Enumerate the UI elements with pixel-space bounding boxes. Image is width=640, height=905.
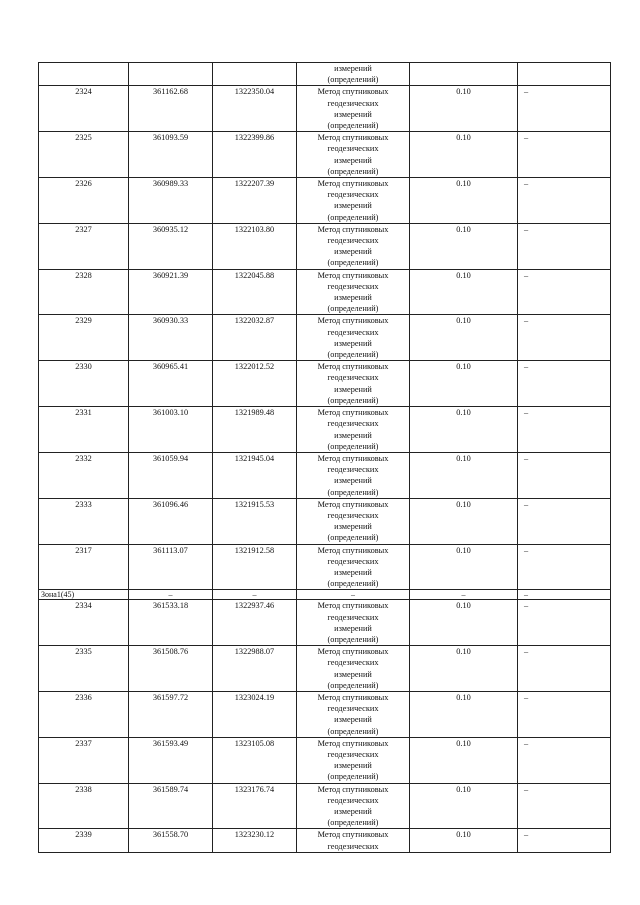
x-coordinate-cell: 360930.33 bbox=[129, 315, 213, 361]
method-line: (определений) bbox=[327, 579, 379, 589]
note-cell: – bbox=[518, 315, 611, 361]
method-line: (определений) bbox=[327, 212, 379, 222]
accuracy-cell: 0.10 bbox=[410, 269, 518, 315]
method-line: Метод спутниковых bbox=[317, 647, 389, 657]
method-line: геодезических bbox=[327, 841, 379, 851]
note-cell: – bbox=[518, 498, 611, 544]
note-cell: – bbox=[518, 269, 611, 315]
accuracy-cell: 0.10 bbox=[410, 544, 518, 590]
point-number-cell: 2328 bbox=[39, 269, 129, 315]
point-number-cell: 2332 bbox=[39, 452, 129, 498]
method-line: Метод спутниковых bbox=[317, 87, 389, 97]
y-coordinate-cell: 1322207.39 bbox=[213, 178, 297, 224]
method-line: Метод спутниковых bbox=[317, 601, 389, 611]
method-line: измерений bbox=[334, 761, 372, 771]
method-line: (определений) bbox=[327, 726, 379, 736]
method-line: геодезических bbox=[327, 556, 379, 566]
table-row bbox=[39, 86, 611, 132]
point-number-cell: 2317 bbox=[39, 544, 129, 590]
method-line: (определений) bbox=[327, 395, 379, 405]
point-number-cell: 2333 bbox=[39, 498, 129, 544]
method-line: (определений) bbox=[327, 121, 379, 131]
method-line: геодезических bbox=[327, 510, 379, 520]
note-cell: – bbox=[518, 407, 611, 453]
method-line: Метод спутниковых bbox=[317, 692, 389, 702]
point-number-cell: 2327 bbox=[39, 223, 129, 269]
table-row bbox=[39, 132, 611, 178]
method-cell bbox=[297, 783, 410, 829]
y-coordinate-cell: 1322399.86 bbox=[213, 132, 297, 178]
method-cell bbox=[297, 132, 410, 178]
y-coordinate-cell: 1323176.74 bbox=[213, 783, 297, 829]
method-cell bbox=[297, 498, 410, 544]
accuracy-cell: 0.10 bbox=[410, 783, 518, 829]
method-cell bbox=[297, 86, 410, 132]
method-line: измерений bbox=[334, 669, 372, 679]
method-line: измерений bbox=[334, 109, 372, 119]
x-coordinate-cell: 361162.68 bbox=[129, 86, 213, 132]
x-coordinate-cell: 361096.46 bbox=[129, 498, 213, 544]
note-cell: – bbox=[518, 646, 611, 692]
table-row bbox=[39, 498, 611, 544]
y-coordinate-cell: 1323024.19 bbox=[213, 691, 297, 737]
table-row bbox=[39, 691, 611, 737]
point-number-cell: 2326 bbox=[39, 178, 129, 224]
x-coordinate-cell: 361508.76 bbox=[129, 646, 213, 692]
method-cell bbox=[297, 407, 410, 453]
method-line: Метод спутниковых bbox=[317, 830, 389, 840]
x-coordinate-cell: 360935.12 bbox=[129, 223, 213, 269]
accuracy-cell: 0.10 bbox=[410, 361, 518, 407]
method-line: Метод спутниковых bbox=[317, 133, 389, 143]
coordinates-table bbox=[38, 62, 611, 853]
method-line: Метод спутниковых bbox=[317, 179, 389, 189]
accuracy-cell: 0.10 bbox=[410, 86, 518, 132]
method-cell bbox=[297, 600, 410, 646]
y-coordinate-cell bbox=[213, 63, 297, 86]
x-coordinate-cell: 360989.33 bbox=[129, 178, 213, 224]
y-coordinate-cell: 1322012.52 bbox=[213, 361, 297, 407]
method-cell bbox=[297, 544, 410, 590]
accuracy-cell bbox=[410, 63, 518, 86]
method-line: измерений bbox=[334, 338, 372, 348]
method-line: (определений) bbox=[327, 258, 379, 268]
table-row bbox=[39, 315, 611, 361]
note-cell bbox=[518, 63, 611, 86]
method-line: (определений) bbox=[327, 166, 379, 176]
y-coordinate-cell: 1322350.04 bbox=[213, 86, 297, 132]
point-number-cell: 2336 bbox=[39, 691, 129, 737]
method-line: измерений bbox=[334, 247, 372, 257]
method-cell bbox=[297, 269, 410, 315]
method-line: геодезических bbox=[327, 281, 379, 291]
method-line: измерений bbox=[334, 522, 372, 532]
method-cell bbox=[297, 452, 410, 498]
y-coordinate-cell: 1322988.07 bbox=[213, 646, 297, 692]
accuracy-cell: 0.10 bbox=[410, 829, 518, 853]
zone-row bbox=[39, 590, 611, 600]
table-row bbox=[39, 452, 611, 498]
x-coordinate-cell bbox=[129, 63, 213, 86]
point-number-cell: 2330 bbox=[39, 361, 129, 407]
method-cell bbox=[297, 829, 410, 853]
x-coordinate-cell: 360921.39 bbox=[129, 269, 213, 315]
zone-cell: – bbox=[129, 590, 213, 600]
method-line: Метод спутниковых bbox=[317, 408, 389, 418]
point-number-cell: 2325 bbox=[39, 132, 129, 178]
method-line: (определений) bbox=[327, 818, 379, 828]
method-line: измерений bbox=[334, 430, 372, 440]
note-cell: – bbox=[518, 178, 611, 224]
method-line: геодезических bbox=[327, 419, 379, 429]
method-line: (определений) bbox=[327, 304, 379, 314]
point-number-cell: 2339 bbox=[39, 829, 129, 853]
x-coordinate-cell: 361113.07 bbox=[129, 544, 213, 590]
method-line: геодезических bbox=[327, 327, 379, 337]
accuracy-cell: 0.10 bbox=[410, 452, 518, 498]
method-line: Метод спутниковых bbox=[317, 499, 389, 509]
table-row bbox=[39, 783, 611, 829]
accuracy-cell: 0.10 bbox=[410, 737, 518, 783]
x-coordinate-cell: 361597.72 bbox=[129, 691, 213, 737]
point-number-cell: 2329 bbox=[39, 315, 129, 361]
y-coordinate-cell: 1322032.87 bbox=[213, 315, 297, 361]
method-cell bbox=[297, 315, 410, 361]
note-cell: – bbox=[518, 829, 611, 853]
method-cell bbox=[297, 178, 410, 224]
note-cell: – bbox=[518, 544, 611, 590]
method-line: (определений) bbox=[327, 533, 379, 543]
note-cell: – bbox=[518, 783, 611, 829]
point-number-cell: 2324 bbox=[39, 86, 129, 132]
method-line: (определений) bbox=[327, 350, 379, 360]
method-line: измерений bbox=[334, 567, 372, 577]
note-cell: – bbox=[518, 691, 611, 737]
method-cell bbox=[297, 361, 410, 407]
method-line: Метод спутниковых bbox=[317, 224, 389, 234]
note-cell: – bbox=[518, 452, 611, 498]
note-cell: – bbox=[518, 86, 611, 132]
method-line: геодезических bbox=[327, 98, 379, 108]
accuracy-cell: 0.10 bbox=[410, 600, 518, 646]
accuracy-cell: 0.10 bbox=[410, 407, 518, 453]
y-coordinate-cell: 1322045.88 bbox=[213, 269, 297, 315]
accuracy-cell: 0.10 bbox=[410, 315, 518, 361]
method-line: геодезических bbox=[327, 236, 379, 246]
method-line: (определений) bbox=[327, 634, 379, 644]
method-line: геодезических bbox=[327, 749, 379, 759]
y-coordinate-cell: 1321945.04 bbox=[213, 452, 297, 498]
method-line: измерений bbox=[334, 293, 372, 303]
method-line: Метод спутниковых bbox=[317, 453, 389, 463]
method-line: измерений bbox=[334, 715, 372, 725]
method-line: измерений bbox=[334, 155, 372, 165]
note-cell: – bbox=[518, 361, 611, 407]
coordinates-table-body bbox=[39, 63, 611, 853]
method-cell bbox=[297, 646, 410, 692]
point-number-cell: 2338 bbox=[39, 783, 129, 829]
table-row bbox=[39, 737, 611, 783]
method-line: (определений) bbox=[327, 680, 379, 690]
note-cell: – bbox=[518, 223, 611, 269]
coordinates-table-page bbox=[38, 62, 610, 853]
y-coordinate-cell: 1322103.80 bbox=[213, 223, 297, 269]
x-coordinate-cell: 361093.59 bbox=[129, 132, 213, 178]
zone-cell: – bbox=[518, 590, 611, 600]
table-row bbox=[39, 361, 611, 407]
method-line: геодезических bbox=[327, 795, 379, 805]
accuracy-cell: 0.10 bbox=[410, 132, 518, 178]
method-line: измерений bbox=[334, 64, 372, 73]
y-coordinate-cell: 1323105.08 bbox=[213, 737, 297, 783]
table-row bbox=[39, 407, 611, 453]
method-line: измерений bbox=[334, 201, 372, 211]
zone-cell: – bbox=[297, 590, 410, 600]
note-cell: – bbox=[518, 132, 611, 178]
point-number-cell bbox=[39, 63, 129, 86]
method-line: Метод спутниковых bbox=[317, 270, 389, 280]
zone-name-cell: Зона1(45) bbox=[39, 590, 129, 600]
x-coordinate-cell: 361558.70 bbox=[129, 829, 213, 853]
method-line: геодезических bbox=[327, 465, 379, 475]
method-line: измерений bbox=[334, 476, 372, 486]
method-line: измерений bbox=[334, 384, 372, 394]
method-line: Метод спутниковых bbox=[317, 316, 389, 326]
x-coordinate-cell: 360965.41 bbox=[129, 361, 213, 407]
method-line: Метод спутниковых bbox=[317, 545, 389, 555]
method-line: Метод спутниковых bbox=[317, 362, 389, 372]
table-row bbox=[39, 178, 611, 224]
method-line: геодезических bbox=[327, 373, 379, 383]
method-line: измерений bbox=[334, 807, 372, 816]
point-number-cell: 2334 bbox=[39, 600, 129, 646]
method-line: (определений) bbox=[327, 487, 379, 497]
accuracy-cell: 0.10 bbox=[410, 178, 518, 224]
table-row bbox=[39, 544, 611, 590]
method-line: Метод спутниковых bbox=[317, 784, 389, 794]
point-number-cell: 2331 bbox=[39, 407, 129, 453]
method-cell bbox=[297, 737, 410, 783]
table-row bbox=[39, 223, 611, 269]
method-cell bbox=[297, 223, 410, 269]
x-coordinate-cell: 361589.74 bbox=[129, 783, 213, 829]
note-cell: – bbox=[518, 737, 611, 783]
method-line: (определений) bbox=[327, 75, 379, 85]
method-line: (определений) bbox=[327, 772, 379, 782]
method-line: геодезических bbox=[327, 704, 379, 714]
method-line: геодезических bbox=[327, 144, 379, 154]
point-number-cell: 2335 bbox=[39, 646, 129, 692]
method-line: Метод спутниковых bbox=[317, 738, 389, 748]
method-line: (определений) bbox=[327, 441, 379, 451]
accuracy-cell: 0.10 bbox=[410, 498, 518, 544]
table-row bbox=[39, 600, 611, 646]
x-coordinate-cell: 361593.49 bbox=[129, 737, 213, 783]
method-cell bbox=[297, 63, 410, 86]
accuracy-cell: 0.10 bbox=[410, 223, 518, 269]
zone-cell: – bbox=[213, 590, 297, 600]
continuation-row bbox=[39, 63, 611, 86]
table-row bbox=[39, 646, 611, 692]
method-line: геодезических bbox=[327, 658, 379, 668]
table-row bbox=[39, 829, 611, 853]
x-coordinate-cell: 361533.18 bbox=[129, 600, 213, 646]
method-line: измерений bbox=[334, 623, 372, 633]
accuracy-cell: 0.10 bbox=[410, 646, 518, 692]
method-line: геодезических bbox=[327, 612, 379, 622]
method-line: геодезических bbox=[327, 190, 379, 200]
x-coordinate-cell: 361059.94 bbox=[129, 452, 213, 498]
x-coordinate-cell: 361003.10 bbox=[129, 407, 213, 453]
method-cell bbox=[297, 691, 410, 737]
y-coordinate-cell: 1321989.48 bbox=[213, 407, 297, 453]
y-coordinate-cell: 1322937.46 bbox=[213, 600, 297, 646]
table-row bbox=[39, 269, 611, 315]
note-cell: – bbox=[518, 600, 611, 646]
point-number-cell: 2337 bbox=[39, 737, 129, 783]
zone-cell: – bbox=[410, 590, 518, 600]
y-coordinate-cell: 1321912.58 bbox=[213, 544, 297, 590]
y-coordinate-cell: 1321915.53 bbox=[213, 498, 297, 544]
y-coordinate-cell: 1323230.12 bbox=[213, 829, 297, 853]
accuracy-cell: 0.10 bbox=[410, 691, 518, 737]
